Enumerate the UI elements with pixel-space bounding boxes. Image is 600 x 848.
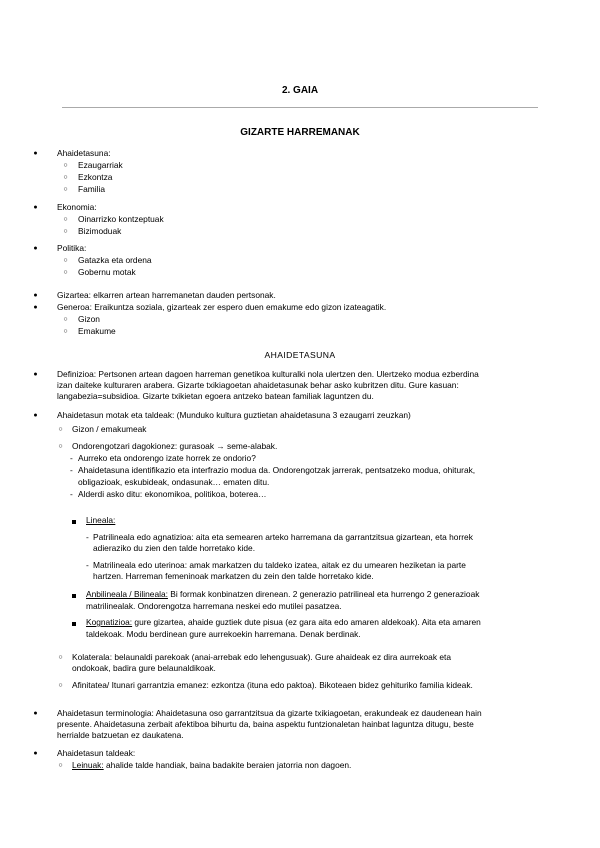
generoa-item: Emakume [78,326,116,336]
circle-bullet-icon: ○ [63,174,68,181]
circle-bullet-icon: ○ [63,186,68,193]
kognatizioa-line: Kognatizioa: gure gizartea, ahaide guztiek dute pisua (ez gara aita edo amaren aldekoak). Aita eta amaren [86,617,481,627]
anbilineala-line: Anbilineala / Bilineala: Bi formak konbinatzen direnean. 2 generazio patrilineal eta hurrengo 2 generazioak [86,589,480,599]
square-bullet-icon [72,622,76,626]
circle-bullet-icon: ○ [63,162,68,169]
kolaterala-text: Kolaterala: belaunaldi parekoak (anai-arrebak edo lehengusuak). Gure ahaideak ez dira aurrekoak eta ondokoak, badira gure belaunaldikoak. [72,652,451,673]
circle-bullet-icon: ○ [63,269,68,276]
circle-bullet-icon: ○ [58,682,63,689]
circle-bullet-icon: ○ [63,216,68,223]
outline-label: Ekonomia: [57,202,97,212]
bullet-icon: ● [33,371,38,378]
square-bullet-icon [72,520,76,524]
motak-gizon: Gizon / emakumeak [72,424,147,434]
motak-ondorengotzari: Ondorengotzari dagokionez: gurasoak → seme-alabak. [72,441,278,451]
leinuak-line: Leinuak: ahalide talde handiak, baina badakite beraien jatorria non dagoen. [72,760,352,770]
kognatizioa-line2: taldekoak. Modu berdinean gure aurrekoekin harremana. Denak berdinak. [86,629,361,639]
circle-bullet-icon: ○ [63,316,68,323]
square-bullet-icon [72,594,76,598]
section-title: GIZARTE HARREMANAK [240,127,360,138]
bullet-icon: ● [33,304,38,311]
definizioa-paragraph: Definizioa: Pertsonen artean dagoen harreman genetikoa kulturalki nola ulertzen den. Ulertzeko modua ezberdina izan daiteke kulturaren arabera. Gizarte txikiagoetan ahaidetasunak behar asko kubritzen ditu. Gure kasuan: langabezia=subsidioa. Gizarte txikietan egoera antzeko batean familiak laguntzen du. [57,369,479,401]
outline-item: Bizimoduak [78,226,122,236]
bullet-icon: ● [33,204,38,211]
bullet-icon: ● [33,150,38,157]
header-divider [62,107,538,108]
circle-bullet-icon: ○ [63,228,68,235]
lineala-label: Lineala: [86,515,116,525]
outline-item: Familia [78,184,105,194]
anbilineala-line2: matrilinealak. Ondorengotza harremana neskei edo mutilei pasatzea. [86,601,342,611]
bullet-icon: ● [33,292,38,299]
outline-item: Ezkontza [78,172,113,182]
taldeak-label: Ahaidetasun taldeak: [57,748,136,758]
bullet-icon: ● [33,245,38,252]
dash-icon: - [70,465,73,475]
dash-item: Aurreko eta ondorengo izate horrek ze ondorio? [78,453,256,463]
outline-item: Oinarrizko kontzeptuak [78,214,164,224]
dash-icon: - [86,560,89,570]
outline-item: Gatazka eta ordena [78,255,152,265]
generoa-item: Gizon [78,314,100,324]
definition-gizartea: Gizartea: elkarren artean harremanetan dauden pertsonak. [57,290,276,300]
kognatizioa-label: Kognatizioa: [86,617,133,627]
outline-label: Ahaidetasuna: [57,148,111,158]
afinitatea-text: Afinitatea/ Itunari garrantzia emanez: ezkontza (ituna edo paktoa). Bikoteaen bidez gehituriko familia kideak. [72,680,473,690]
bullet-icon: ● [33,412,38,419]
circle-bullet-icon: ○ [58,654,63,661]
circle-bullet-icon: ○ [63,328,68,335]
motak-label: Ahaidetasun motak eta taldeak: (Munduko kultura guztietan ahaidetasuna 3 ezaugarri zeuzkan) [57,410,411,420]
bullet-icon: ● [33,750,38,757]
definition-generoa: Generoa: Eraikuntza soziala, gizarteak zer espero duen emakume edo gizon izateagatik. [57,302,387,312]
leinuak-label: Leinuak: [72,760,104,770]
page-title: 2. GAIA [281,85,319,96]
dash-item-continued: obligazioak, eskubideak, ondasunak… ematen ditu. [78,477,270,487]
dash-item: Alderdi asko ditu: ekonomikoa, politikoa, boterea… [78,489,267,499]
circle-bullet-icon: ○ [63,257,68,264]
circle-bullet-icon: ○ [58,443,63,450]
matrilineala-text: Matrilineala edo uterinoa: amak markatzen du taldeko izatea, aitak ez du umearen heziketan ia parte hartzen. Harreman femeninoak markatzen du zein den talde horretako kide. [93,560,466,581]
dash-icon: - [86,532,89,542]
terminologia-paragraph: Ahaidetasun terminologia: Ahaidetasuna oso garrantzitsua da gizarte txikiagoetan, erakundeak ez daudenean hain presente. Ahaidetasuna zerbait afektiboa bihurtu da, baina aspektu funtzionaletan hainbat laguntza ditugu, beste herrialde batzuetan ez daukatena. [57,708,482,740]
patrilineala-text: Patrilineala edo agnatizioa: aita eta semearen arteko harremana da garrantzitsua gizartean, eta horrek adieraziko du zien den talde horretako kide. [93,532,473,553]
subsection-title: AHAIDETASUNA [264,350,336,360]
anbilineala-label: Anbilineala / Bilineala: [86,589,168,599]
outline-item: Gobernu motak [78,267,136,277]
dash-icon: - [70,489,73,499]
circle-bullet-icon: ○ [58,426,63,433]
bullet-icon: ● [33,710,38,717]
outline-item: Ezaugarriak [78,160,123,170]
dash-icon: - [70,453,73,463]
dash-item: Ahaidetasuna identifikazio eta interfrazio modua da. Ondorengotzak jarrerak, pentsatzeko modua, ohiturak, [78,465,476,475]
outline-label: Politika: [57,243,87,253]
circle-bullet-icon: ○ [58,762,63,769]
